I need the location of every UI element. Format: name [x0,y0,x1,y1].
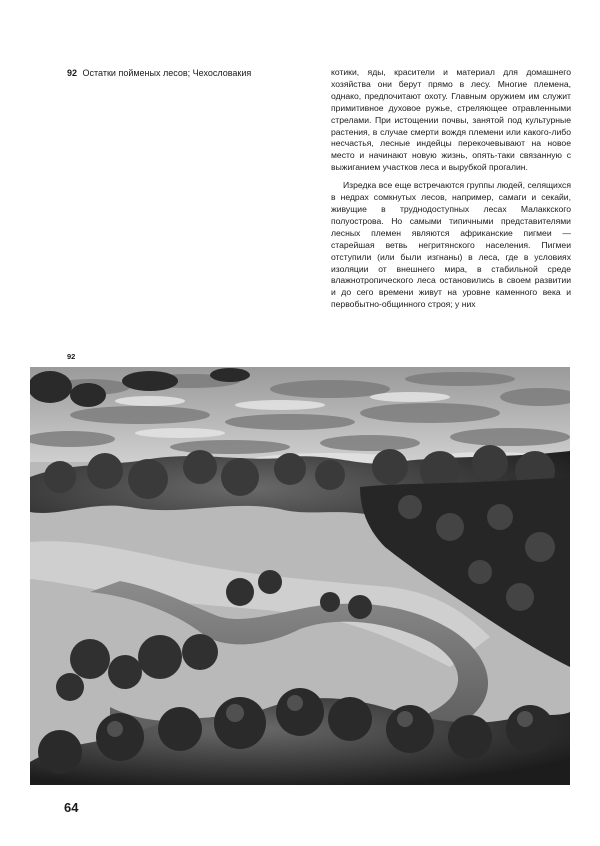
figure-number: 92 [67,68,78,78]
figure-marker: 92 [67,352,76,361]
aerial-floodplain-photo [30,367,570,785]
figure-caption [67,67,251,79]
body-text-column [331,67,571,311]
photo-illustration [30,367,570,785]
paragraph: котики, яды, красители и материал для домашнего хозяйства они берут прямо в лесу. Многие племена, однако, предпочитают охоту. Главным оружием им служит примитивное духовое ружье, стреляющее отравленными стрелами. При истощении почвы, занятой под культурные растения, в случае смерти вождя племени или какого-либо несчастья, лесные индейцы перекочевывают на новое место и начинают новую жизнь, опять-таки связанную с выжиганием участков леса и вырубкой прогалин. [331,67,571,173]
page-number: 64 [64,800,79,815]
figure-caption-text: Остатки пойменых лесов; Чехословакия [82,68,252,78]
paragraph: Изредка все еще встречаются группы людей, селящихся в недрах сомкнутых лесов, например, самаги и секайи, живущие в труднодоступных лесах Малаккского полуострова. Но самыми типичными представителями лесных племен являются африканские пигмеи — старейшая ветвь негритянского населения. Пигмеи отступили (или были изгнаны) в леса, где в условиях изоляции от внешнего мира, в стабильной среде влажнотропического леса остановились в своем развитии и до сего времени живут на уровне каменного века и первобытно-общинного строя; у них [331,180,571,310]
